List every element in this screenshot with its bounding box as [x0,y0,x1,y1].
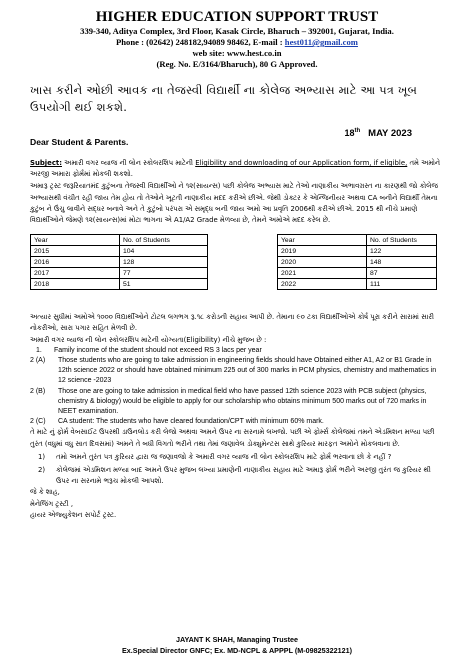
list-number: 2) [38,466,46,475]
closing-organization: હાયર એજ્યુકેશન સપોર્ટ ટ્રસ્ટ. [30,510,117,519]
phone-text: Phone : (02642) 248182,94089 98462, E-mail : [116,37,285,47]
closing-designation: મેનેજિંગ ટ્રસ્ટી , [30,499,74,508]
list-number: 2 (C) [30,418,46,426]
table-cell-year: 2016 [31,257,120,268]
list-number: 2 (A) [30,357,46,365]
date-suffix: th [354,128,361,134]
table-header-row [31,235,208,246]
table-row [278,246,437,257]
table-cell-year: 2015 [31,246,120,257]
form-instructions-paragraph: તે માટે નું ફોર્મ વેબસાઈટ ઉપરથી ડાઉનલોડ કરી લેજો અથવા અમને ઉપર ના સરનામે લખજો. પછી એ ફોર્મ્સ કોલેજમાં તમને એડમિશન મળ્યા પછી તુરંત (વધુમાં વધુ સાત દિવસમાં) અમને તે બધી વિગતો ભરીને તથા તેમાં જણાવેલ ડોક્યુમેન્ટસ સાથે કુરિયર મારફત અમોને મોકલવાના છે. [30,428,435,448]
subject-text-b: Eligibility and downloading of our Application form, if eligible, [195,159,408,167]
signature-name: JAYANT K SHAH, Managing Trustee [175,635,299,644]
list-text: તમો અમને તુરંત પત્ર કુરિયર દ્વારા જ જણાવજો કે અમારી વગર વ્યાજ ની લોન સ્કોલરશિપ માટે ફોર્મ ભરવાના છો કે નહીં ? [56,452,392,461]
trust-address: 339-340, Aditya Complex, 3rd Floor, Kasak Circle, Bharuch – 392001, Gujarat, India. [80,26,394,36]
intro-paragraph: અમારૂ ટ્રસ્ટ જરૂરિયાતમંદ કુટુંબના તેજસ્વી વિદ્યાર્થીઓ ને ૧૨(સાયન્સ) પછી કોલેજ અભ્યાસ માટે તેઓ નાણાકીય અભાવગ્રસ્ત ના કારણથી જો કોલેજ અભ્યાસથી વંચીત રહી જાય તેમ હોય તો તેઓને ખૂટતી નાણાકીય મદદ કરીએ છીએ. જેથી ડોક્ટર કે એન્જિનીયર અથવા CA બનીને વિદ્યાર્થી તેમના કુટુંબ ને ઉંચુ લાવીને સદ્ધર બનાવે અને તે કુટુંબો પરંપરા એ સમૃદ્ધ બની જાય અમો આ પ્રવૃતિ 2006થી કરીએ છીએ. 2015 થી નીચે પ્રમાણે વિદ્યાર્થીઓને જેમણે ૧૨(સાયન્સ)માં મોટા ભાગના એ A1/A2 Grade મેળવ્યા છે, તેમને અમોએ મદદ કરેલ છે. [30,182,438,225]
table-cell-count: 104 [120,246,208,257]
list-text: Those one are going to take admission in medical field who have passed 12th science 2023 with PCB subject (physics, chemistry & biology) would be eligible to apply for our scholarship who obtains minimum 500 marks out of 720 marks in NEET examination. [58,387,427,416]
list-number: 2 (B) [30,387,46,395]
date-day: 18 [344,128,355,138]
table-cell-year: 2017 [31,268,120,279]
date-month-year: MAY 2023 [368,128,412,139]
table-cell-count: 111 [367,279,437,290]
subject-text-c: તમે અમોને અરજી અમારા ફોર્મમાં મોકલી શકશો. [30,159,441,179]
letterhead [30,8,444,70]
stats-table-left [30,234,208,290]
list-item [30,346,444,356]
stats-table-right [277,234,437,290]
list-item [30,417,444,427]
table-cell-year: 2019 [278,246,367,257]
eligibility-intro: અમારી વગર વ્યાજ ની લોન સ્કોલરશિપ માટેની યોગ્યતા(Eligibility) નીચે મુજબ છે : [30,335,267,344]
table-cell-count: 51 [120,279,208,290]
signature-credentials: Ex.Special Director GNFC; Ex. MD-NCPL & APPPL (M-09825322121) [122,646,352,655]
list-number: 1) [38,452,46,461]
table-row [278,279,437,290]
student-stats-tables [30,234,444,312]
table-cell-year: 2022 [278,279,367,290]
table-cell-year: 2021 [278,268,367,279]
table-row [278,268,437,279]
table-header-year: Year [31,235,120,246]
table-row [31,279,208,290]
subject-line [30,158,444,180]
eligibility-list [30,346,444,428]
table-header-row [278,235,437,246]
table-cell-year: 2020 [278,257,367,268]
list-text: Those students who are going to take admission in engineering fields should have Obtained either A1, A2 or B1 Grade in 12th science 2022 or should have obtained minimum 225 out of 300 marks in PCM physics, chemistry and mathematics in 12 science -2023 [58,357,437,385]
list-item [30,387,444,418]
list-item [30,356,444,387]
list-text: Family income of the student should not exceed RS 3 lacs per year [54,346,262,354]
list-item [30,465,444,487]
list-text: CA student: The students who have cleared foundation/CPT with minimum 60% mark. [58,418,324,426]
trust-contact [30,37,444,48]
gujarati-heading: ખાસ કરીને ઓછી આવક ના તેજસ્વી વિદ્યાર્થી ના કોલેજ અભ્યાસ માટે આ પત્ર ખૂબ ઉપયોગી થઈ શકશે. [30,83,418,114]
subject-text-a: અમારી વગર વ્યાજ ની લોન સ્કોલરશિપ માટેની [61,159,196,167]
table-header-students: No. of Students [367,235,437,246]
salutation-row [30,128,444,150]
letter-date [344,128,412,139]
table-row [31,268,208,279]
closing-block [30,487,444,521]
table-row [31,257,208,268]
table-cell-count: 87 [367,268,437,279]
signature-block [0,634,474,656]
table-header-students: No. of Students [120,235,208,246]
trust-title: HIGHER EDUCATION SUPPORT TRUST [95,9,379,25]
list-text: કોલેજમાં એડમિશન મળ્યા બાદ અમને ઉપર મુજબ લખ્યા પ્રમાણેની નાણાકીય સહાય માટે અમારૂ ફોર્મ ભરીને અરજી તુરંત જ કુરિયર થી ઉપર ના સરનામે ભરૂચ મોકલી આપશો. [56,466,431,486]
list-number: 1. [36,346,42,354]
achievement-paragraph: અત્યાર સુધીમાં અમોએ ૧૦૦૦ વિદ્યાર્થીઓને ટોટલ લગભગ રૂ.૧૮ કરોડની સહાય આપી છે. તેમાના ૯૦ ટકા વિદ્યાર્થીઓએ કોર્ષ પૂરા કરીને સારામાં સારી નોકરીઓ, સારા પગાર સહિત મેળવી છે. [30,313,434,333]
salutation: Dear Student & Parents. [30,137,129,147]
table-row [278,257,437,268]
table-cell-count: 77 [120,268,208,279]
table-cell-count: 122 [367,246,437,257]
table-row [31,246,208,257]
list-item [30,452,444,463]
registration-text: (Reg. No. E/3164/Bharuch), 80 G Approved. [156,59,318,69]
table-cell-count: 148 [367,257,437,268]
closing-name: જે કે શાહ, [30,488,60,497]
subject-label: Subject: [30,159,62,167]
website-text: web site: www.hest.co.in [192,48,282,58]
table-cell-count: 128 [120,257,208,268]
table-header-year: Year [278,235,367,246]
table-cell-year: 2018 [31,279,120,290]
email-link[interactable]: hest011@gmail.com [284,37,358,47]
